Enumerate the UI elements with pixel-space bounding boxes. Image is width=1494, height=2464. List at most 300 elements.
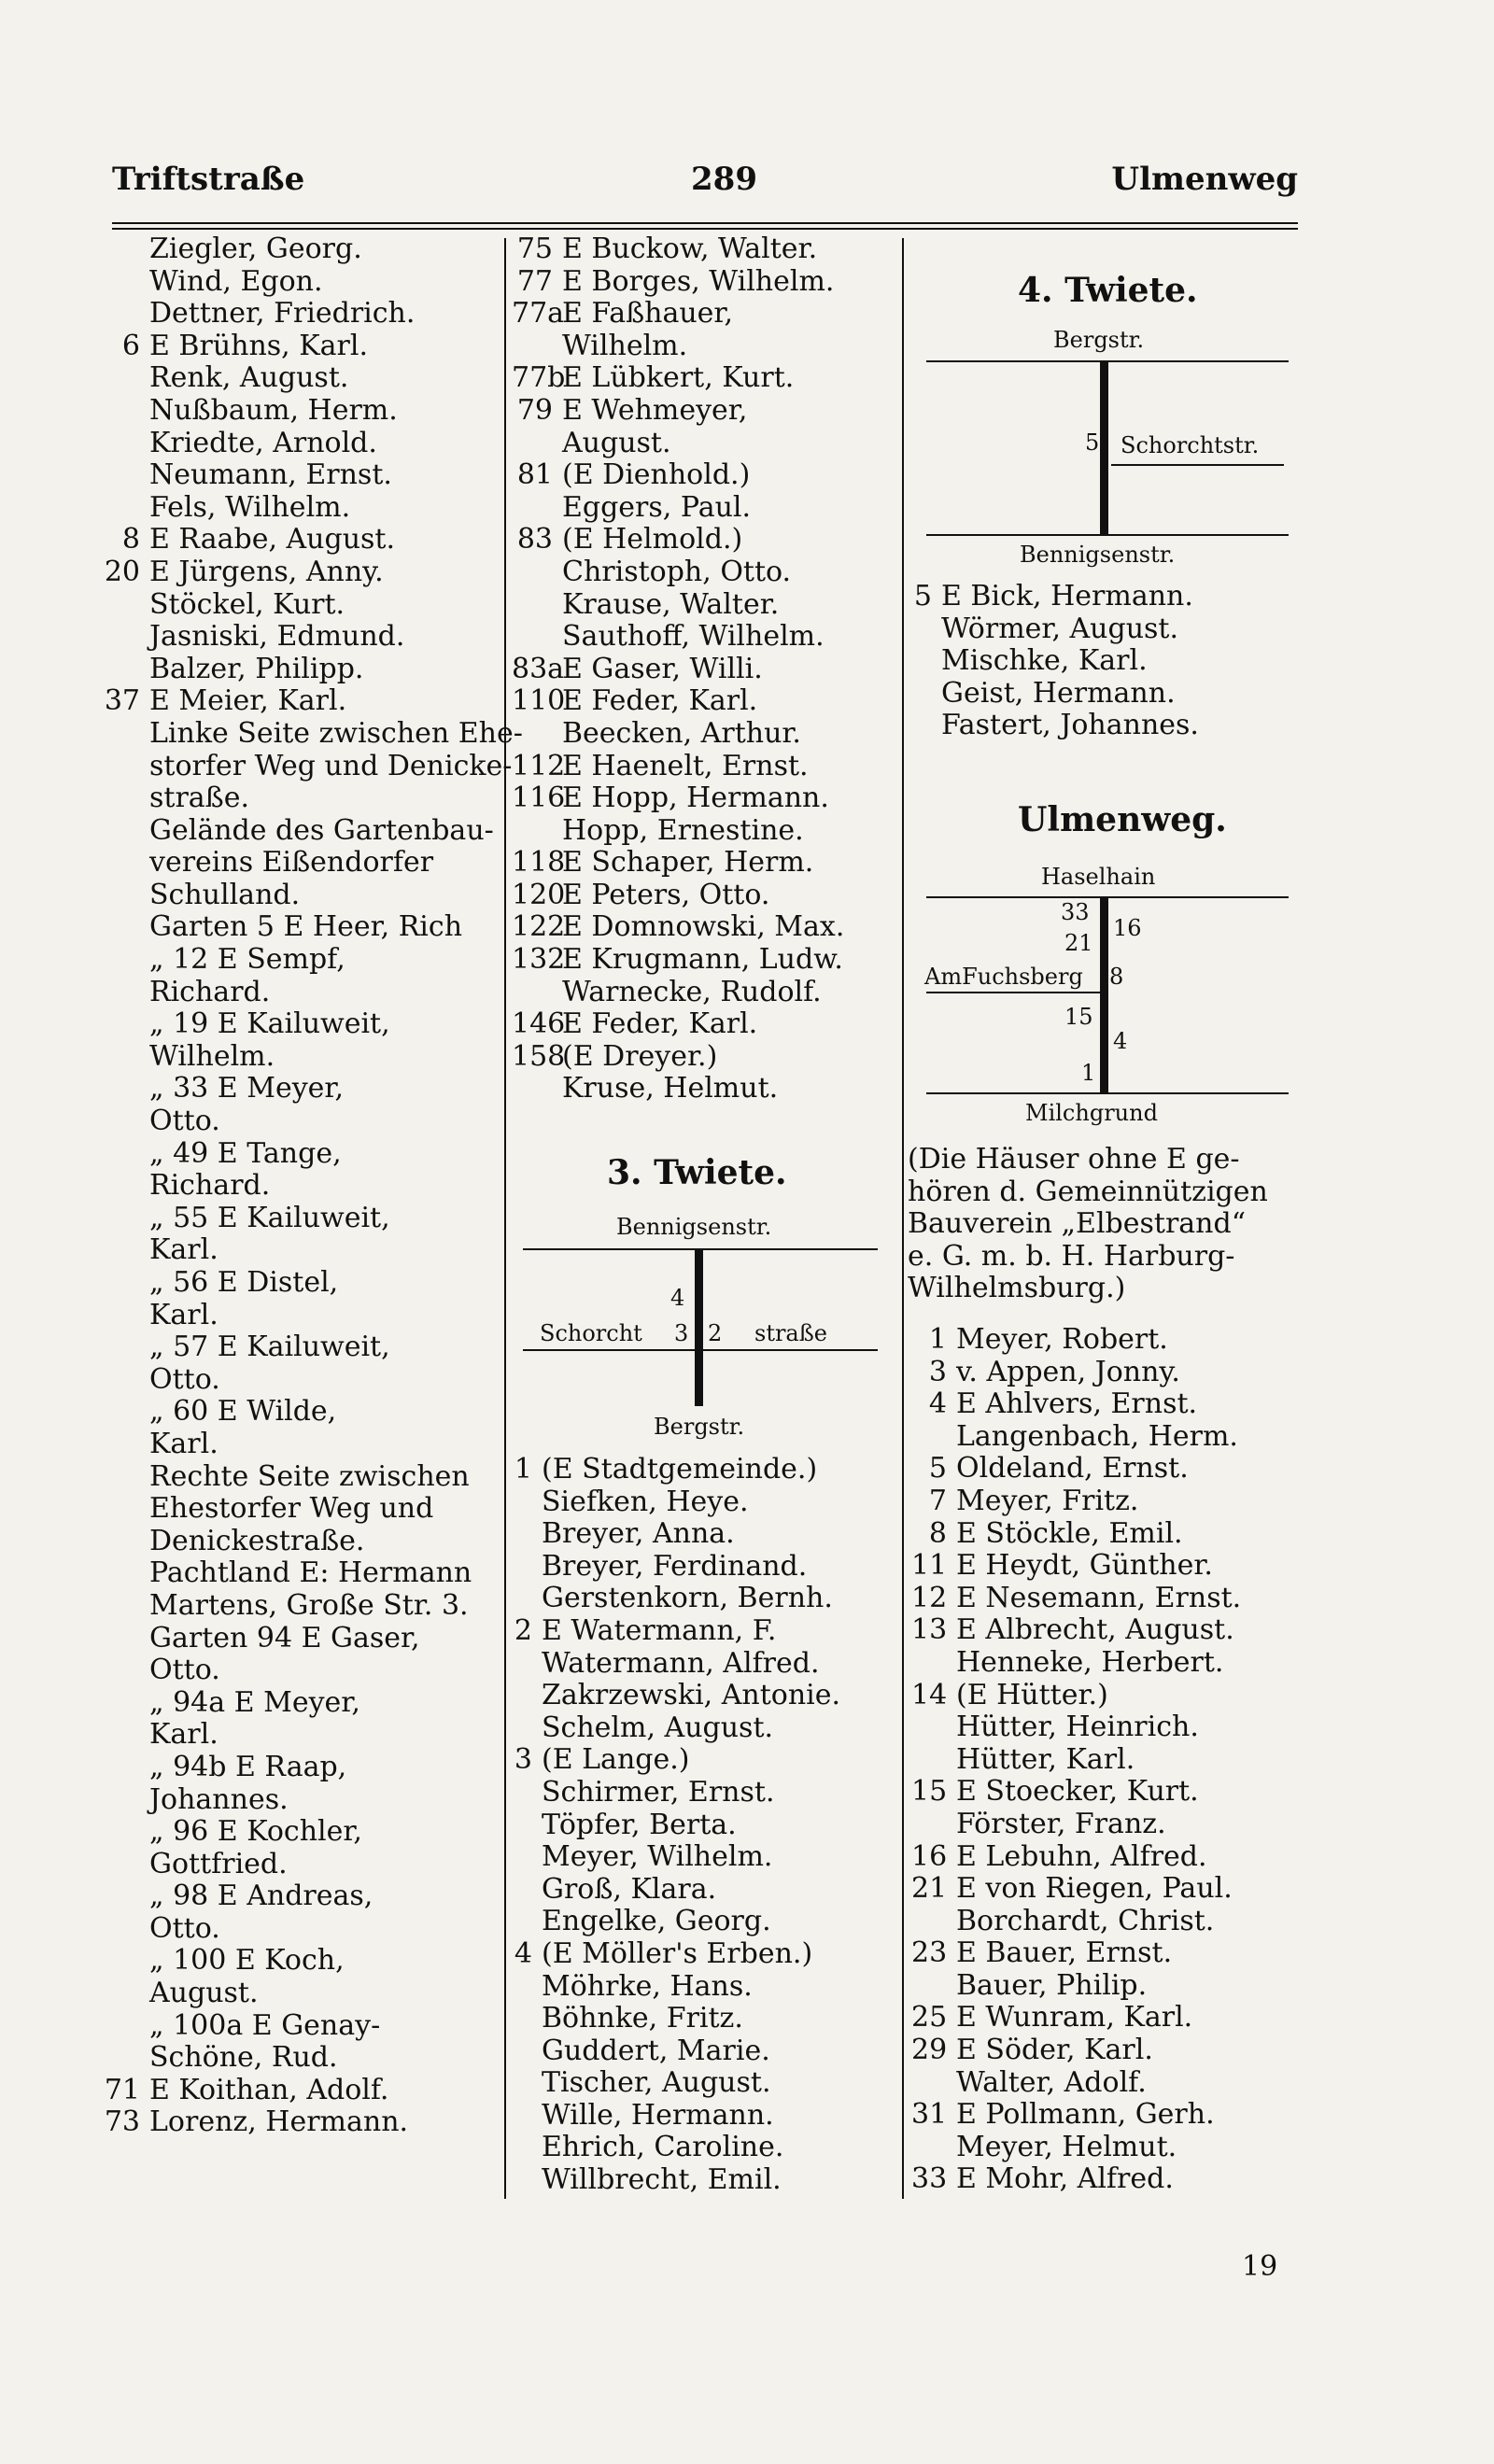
column-3-top [911,581,1294,742]
list-item [911,1906,1294,1938]
entry-text: E Raabe, August. [149,523,396,556]
list-item [512,751,896,783]
list-item [512,911,896,944]
list-item [103,716,523,751]
list-item [103,2106,500,2139]
entry-text: E Watermann, F. [542,1613,777,1647]
list-item [512,233,896,266]
list-item [911,1873,1294,1906]
entry-text: E Bauer, Ernst. [956,1936,1173,1970]
folio-number: 19 [1242,2250,1278,2283]
entry-text: Wilhelm. [562,329,688,362]
entry-text: E Wehmeyer, [562,393,748,427]
ulmenweg-number-8: 8 [1109,964,1124,990]
list-item [103,1041,500,1074]
list-item [512,1712,896,1745]
entry-text: Tischer, August. [542,2066,771,2100]
house-number: 120 [512,878,566,911]
entry-text: Linke Seite zwischen Ehe- [149,716,523,750]
list-item [512,556,896,589]
list-item [911,645,1294,678]
entry-text: Stöckel, Kurt. [149,587,345,621]
entry-text: vereins Eißendorfer [149,846,434,880]
list-item [103,1945,500,1978]
entry-text: E Borges, Wilhelm. [562,264,835,298]
list-item [512,492,896,525]
list-item [103,654,500,686]
entry-text: E Jürgens, Anny. [149,555,384,588]
house-number: 81 [516,458,553,492]
entry-text: Ehrich, Caroline. [542,2131,784,2164]
house-number: 6 [121,329,140,362]
entry-text: Wille, Hermann. [542,2098,774,2132]
entry-text: E Hopp, Hermann. [562,781,829,815]
list-item [911,1744,1294,1777]
house-number: 118 [512,846,566,880]
list-item [103,1978,500,2010]
list-item [103,1138,500,1171]
entry-text: E Nesemann, Ernst. [956,1581,1242,1614]
list-item [103,782,500,815]
entry-text: „ 56 E Distel, [149,1266,339,1299]
list-item [103,1913,500,1946]
house-number: 37 [104,684,140,718]
list-item [103,685,500,718]
list-item [911,1647,1294,1680]
entry-text: Sauthoff, Wilhelm. [562,620,825,654]
list-item [911,1583,1294,1615]
list-item [103,749,513,783]
ulmenweg-left-label: AmFuchsberg [924,964,1083,990]
list-item [512,362,896,395]
column-divider-1 [504,238,506,2199]
list-item [911,678,1294,711]
note-line: (Die Häuser ohne E ge- [908,1143,1240,1176]
entry-text: Neumann, Ernst. [149,458,392,492]
entry-text: E Lebuhn, Alfred. [956,1839,1207,1873]
house-number: 12 [911,1581,948,1614]
entry-text: Wind, Egon. [149,264,323,298]
entry-text: Pachtland E: Hermann [149,1556,472,1590]
entry-text: E von Riegen, Paul. [956,1872,1233,1906]
list-item [103,1623,500,1655]
entry-text: E Pollmann, Gerh. [956,2098,1215,2132]
entry-text: E Albrecht, August. [956,1613,1234,1647]
ulmenweg-title: Ulmenweg. [1018,800,1227,839]
list-item [512,880,896,912]
list-item [512,1583,896,1615]
list-item [911,2002,1294,2035]
entry-text: „ 57 E Kailuweit, [149,1331,390,1364]
house-number: 132 [512,943,566,977]
entry-text: Zakrzewski, Antonie. [542,1679,841,1712]
entry-text: Guddert, Marie. [542,2034,770,2067]
list-item [911,2132,1294,2164]
list-item [911,1614,1294,1647]
entry-text: „ 100 E Koch, [149,1944,345,1978]
entry-text: Töpfer, Berta. [542,1808,737,1841]
list-item [103,1784,500,1817]
entry-text: August. [149,1977,259,2010]
entry-text: Böhnke, Fritz. [542,2002,743,2035]
entry-text: Martens, Große Str. 3. [149,1588,469,1622]
entry-text: Karl. [149,1298,218,1331]
entry-text: E Faßhauer, [562,297,734,331]
list-item [103,1300,500,1332]
entry-text: Otto. [149,1362,220,1396]
ulmenweg-number-16: 16 [1113,915,1142,941]
entry-text: Nußbaum, Herm. [149,393,398,427]
ulmenweg-number-33: 33 [1061,899,1090,925]
header-left: Triftstraße [112,161,305,198]
entry-text: „ 12 E Sempf, [149,943,345,977]
ulmenweg-number-4: 4 [1113,1028,1128,1054]
entry-text: Krause, Walter. [562,587,780,621]
list-item [512,1551,896,1584]
list-item [911,1809,1294,1841]
entry-text: Meyer, Helmut. [956,2130,1177,2163]
twiete4-bottom-label: Bennigsenstr. [1020,542,1176,568]
list-item [103,1590,500,1623]
list-item [512,1841,896,1874]
entry-text: E Ahlvers, Ernst. [956,1387,1198,1421]
entry-text: Mischke, Karl. [941,644,1148,678]
twiete4-side-line [1111,464,1284,466]
ulmenweg-street-line [1100,897,1108,1093]
entry-text: Garten 94 E Gaser, [149,1621,420,1654]
entry-text: Jasniski, Edmund. [149,620,405,654]
house-number: 83 [516,523,553,556]
list-item [103,1267,500,1300]
list-item [103,2075,500,2107]
list-item [103,1203,500,1235]
list-item [512,1008,896,1041]
list-item [911,1518,1294,1551]
list-item [911,2035,1294,2067]
house-number: 7 [928,1484,947,1517]
entry-text: Fastert, Johannes. [941,709,1199,742]
list-item [103,395,500,428]
column-3-note [908,1144,1294,1305]
ulmenweg-bottom-line [926,1092,1289,1094]
entry-text: Otto. [149,1105,220,1138]
list-item [512,459,896,492]
house-number: 112 [512,749,566,782]
list-item [103,459,500,492]
column-1 [103,232,523,2139]
list-item [103,944,500,977]
list-item [103,2010,500,2043]
entry-text: E Stöckle, Emil. [956,1516,1183,1550]
entry-text: Christoph, Otto. [562,555,792,588]
house-number: 77 [516,264,553,298]
house-number: 158 [512,1039,566,1073]
house-number: 4 [928,1387,947,1421]
house-number: 21 [911,1872,948,1906]
twiete3-number-4: 4 [670,1285,685,1311]
entry-text: E Koithan, Adolf. [149,2073,389,2106]
list-item [512,395,896,428]
twiete4-title: 4. Twiete. [1018,271,1198,310]
list-item [103,1493,500,1526]
entry-text: Schöne, Rud. [149,2041,338,2075]
entry-text: Förster, Franz. [956,1807,1166,1840]
list-item [103,1429,500,1461]
entry-text: Otto. [149,1911,220,1945]
list-item [103,1170,500,1203]
list-item [103,1364,500,1397]
list-item [512,2035,896,2068]
list-item [103,1008,500,1041]
list-item [103,847,500,880]
entry-text: E Bick, Hermann. [941,580,1193,612]
entry-text: Karl. [149,1427,218,1460]
house-number: 31 [911,2098,948,2132]
entry-text: Dettner, Friedrich. [149,297,416,331]
list-item [103,815,500,848]
house-number: 15 [911,1775,948,1809]
twiete3-left-label: Schorcht [540,1320,642,1346]
entry-text: E Feder, Karl. [562,684,758,718]
entry-text: August. [562,426,671,459]
entry-text: „ 98 E Andreas, [149,1880,374,1913]
list-item [103,556,500,589]
list-item [911,2163,1294,2196]
list-item [911,1421,1294,1454]
list-item [512,815,896,848]
house-number: 1 [514,1453,532,1485]
entry-text: Wilhelm. [149,1039,275,1073]
entry-text: (E Dienhold.) [562,458,751,492]
list-item [512,1486,896,1519]
list-item [512,2100,896,2133]
house-number: 73 [104,2105,140,2139]
list-item [911,613,1294,646]
entry-text: Lorenz, Hermann. [149,2105,409,2139]
house-number: 75 [516,232,553,265]
list-item [512,266,896,299]
list-item [512,1041,896,1074]
list-item [911,1711,1294,1744]
ulmenweg-bottom-label: Milchgrund [1025,1100,1158,1126]
entry-text: Meyer, Robert. [956,1323,1168,1356]
list-item [103,1880,500,1913]
list-item [103,524,500,556]
house-number: 3 [928,1355,947,1388]
list-item [512,331,896,363]
list-item [512,1615,896,1648]
list-item [512,1454,896,1486]
house-number: 3 [514,1743,532,1777]
entry-text: E Söder, Karl. [956,2034,1153,2067]
list-item [103,1234,500,1267]
list-item [512,621,896,654]
entry-text: (E Dreyer.) [562,1039,718,1073]
entry-text: v. Appen, Jonny. [956,1355,1180,1388]
twiete3-top-label: Bennigsenstr. [616,1214,772,1240]
list-item [103,880,500,912]
ulmenweg-number-15: 15 [1064,1004,1093,1030]
twiete3-street-line [695,1249,703,1406]
entry-text: Hütter, Heinrich. [956,1711,1199,1744]
entry-text: Meyer, Fritz. [956,1484,1139,1517]
entry-text: Möhrke, Hans. [542,1969,753,2003]
entry-text: Langenbach, Herm. [956,1419,1238,1453]
twiete3-right-label: straße [754,1320,827,1346]
entry-text: Walter, Adolf. [956,2065,1147,2099]
house-number: 20 [104,555,140,588]
entry-text: E Mohr, Alfred. [956,2162,1174,2196]
house-number: 33 [911,2162,948,2196]
note-line: e. G. m. b. H. Harburg- [908,1239,1235,1273]
list-item [103,1331,500,1364]
list-item [911,1324,1294,1357]
house-number: 77b [512,361,566,395]
list-item [103,1752,500,1784]
entry-text: (E Möller's Erben.) [542,1936,813,1970]
house-number: 11 [911,1549,948,1583]
list-item [512,847,896,880]
entry-text: Richard. [149,1169,271,1203]
entry-text: E Peters, Otto. [562,878,770,911]
list-item [103,1654,500,1687]
house-number: 77a [512,297,565,331]
list-item [911,1485,1294,1518]
list-item [103,589,500,622]
list-item [512,428,896,460]
entry-text: „ 55 E Kailuweit, [149,1201,390,1234]
entry-text: Karl. [149,1233,218,1267]
list-item [512,298,896,331]
entry-text: Gerstenkorn, Bernh. [542,1582,833,1615]
entry-text: Bauer, Philip. [956,1968,1148,2002]
house-number: 2 [514,1613,532,1647]
entry-text: Ehestorfer Weg und [149,1492,434,1526]
list-item [512,1938,896,1971]
list-item [512,589,896,622]
house-number: 110 [512,684,566,718]
twiete3-title: 3. Twiete. [607,1153,787,1192]
house-number: 122 [512,910,566,944]
entry-text: E Stoecker, Kurt. [956,1775,1199,1809]
entry-text: Groß, Klara. [542,1872,717,1906]
twiete4-top-label: Bergstr. [1053,327,1145,353]
header-rule [112,222,1298,224]
list-item [911,1970,1294,2003]
house-number: 8 [928,1516,947,1550]
twiete3-number-3: 3 [674,1320,689,1346]
entry-text: Richard. [149,975,271,1008]
list-item [911,581,1294,613]
list-item [103,266,500,299]
entry-text: E Krugmann, Ludw. [562,943,843,977]
list-item [911,1841,1294,1874]
list-item [103,1557,500,1590]
house-number: 13 [911,1613,948,1647]
entry-text: Kriedte, Arnold. [149,426,377,459]
house-number: 8 [121,523,140,556]
house-number: 146 [512,1007,566,1041]
list-item [512,782,896,815]
entry-text: Willbrecht, Emil. [542,2163,782,2197]
entry-text: Eggers, Paul. [562,490,752,524]
ulmenweg-number-1: 1 [1081,1060,1096,1086]
list-item [512,1777,896,1809]
list-item [512,1874,896,1907]
ulmenweg-number-21: 21 [1064,930,1093,956]
entry-text: Kruse, Helmut. [562,1072,779,1105]
house-number: 4 [514,1936,532,1970]
header-right: Ulmenweg [1111,161,1298,198]
ulmenweg-top-label: Haselhain [1041,864,1156,890]
entry-text: „ 60 E Wilde, [149,1395,337,1429]
entry-text: Watermann, Alfred. [542,1646,820,1680]
list-item [103,1105,500,1138]
entry-text: Henneke, Herbert. [956,1645,1224,1679]
entry-text: E Lübkert, Kurt. [562,361,795,395]
entry-text: Denickestraße. [149,1524,365,1557]
house-number: 23 [911,1936,948,1970]
list-item [512,2164,896,2197]
twiete4-number-5: 5 [1085,429,1100,456]
entry-text: Renk, August. [149,361,349,395]
list-item [103,1396,500,1429]
list-item [103,1461,500,1494]
list-item [911,2067,1294,2100]
entry-text: Ziegler, Georg. [149,232,362,265]
list-item [103,298,500,331]
entry-text: „ 94b E Raap, [149,1750,347,1783]
twiete3-bottom-line [523,1349,878,1351]
entry-text: „ 100a E Genay- [149,2008,381,2042]
list-item [512,654,896,686]
list-item [911,1357,1294,1389]
list-item [103,362,500,395]
entry-text: E Wunram, Karl. [956,2001,1193,2035]
house-number: 29 [911,2034,948,2067]
house-number: 14 [911,1678,948,1711]
column-3-bottom [911,1324,1294,2196]
list-item [103,911,500,944]
note-line: hören d. Gemeinnützigen [908,1175,1268,1208]
twiete3-number-2: 2 [708,1320,723,1346]
list-item [911,1776,1294,1809]
entry-text: (E Stadtgemeinde.) [542,1453,818,1485]
entry-text: Gottfried. [149,1847,288,1880]
list-item [512,1648,896,1681]
list-item [103,621,500,654]
list-item [512,1971,896,2004]
entry-text: Fels, Wilhelm. [149,490,351,524]
house-number: 5 [913,580,932,612]
note-line: Wilhelmsburg.) [908,1272,1126,1305]
list-item [512,2067,896,2100]
entry-text: straße. [149,781,250,815]
entry-text: „ 49 E Tange, [149,1136,342,1170]
entry-text: Meyer, Wilhelm. [542,1840,773,1874]
house-number: 83a [512,652,565,685]
entry-text: Hütter, Karl. [956,1742,1135,1776]
twiete3-bottom-label: Bergstr. [654,1414,745,1440]
entry-text: E Heydt, Günther. [956,1549,1213,1583]
list-item [911,2099,1294,2132]
entry-text: Otto. [149,1654,220,1687]
house-number: 1 [928,1323,947,1356]
entry-text: Oldeland, Ernst. [956,1452,1189,1485]
list-item [103,1849,500,1881]
list-item [103,1687,500,1720]
entry-text: E Meier, Karl. [149,684,347,718]
